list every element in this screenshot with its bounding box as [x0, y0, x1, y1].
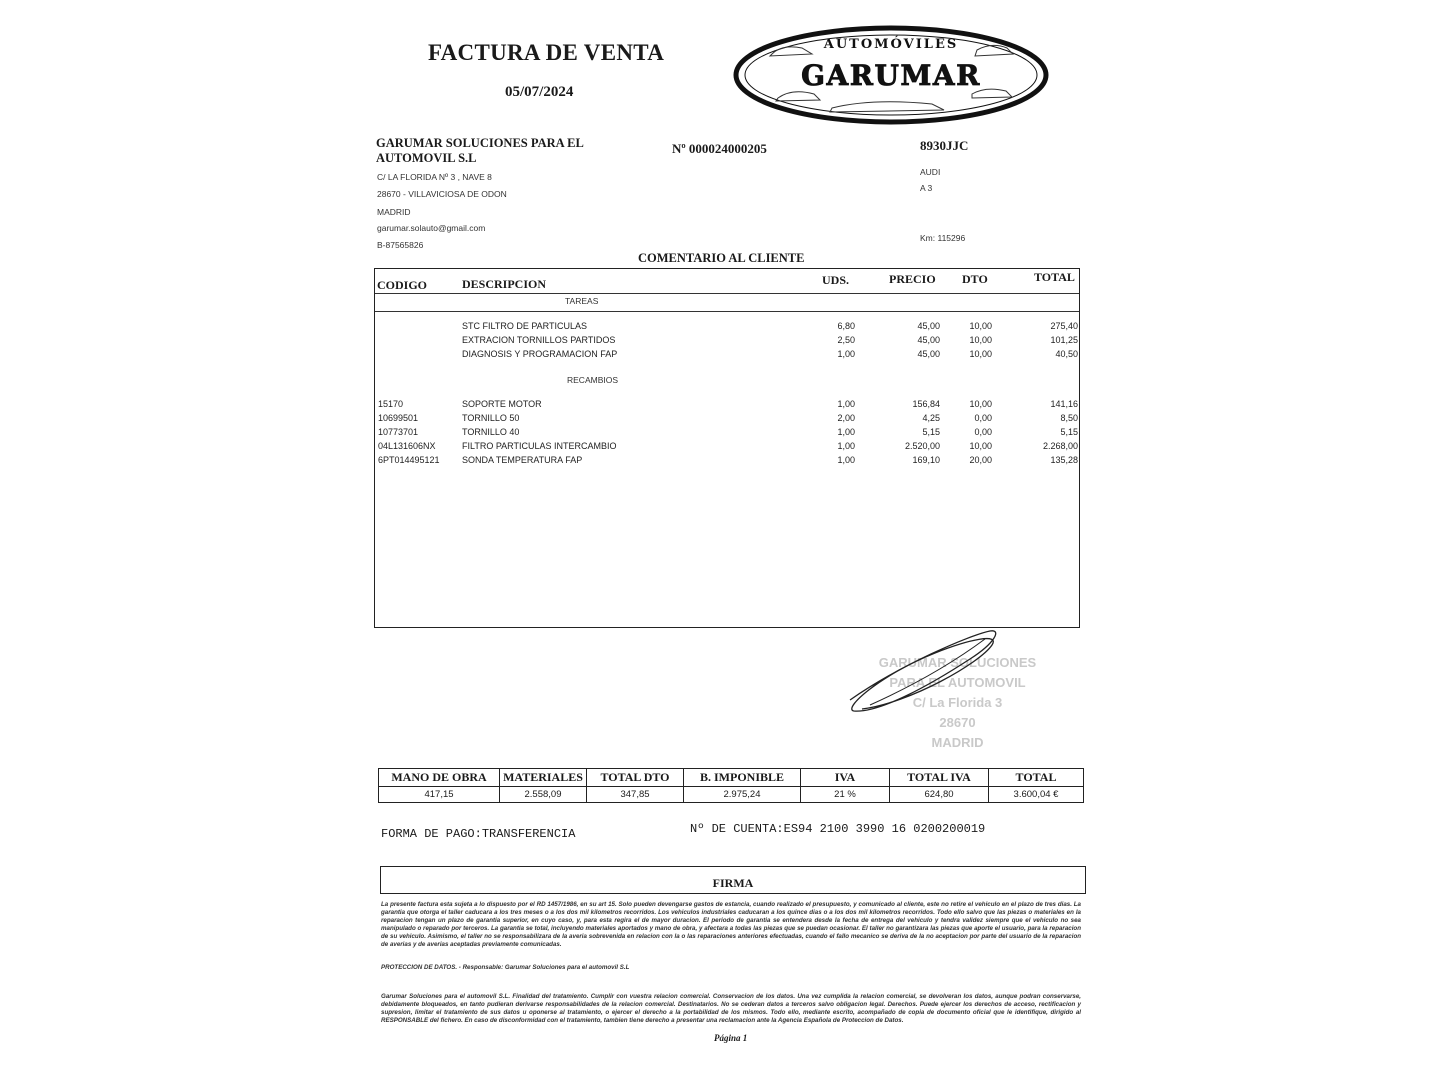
cell-price: 4,25 [922, 413, 940, 423]
signature-label: FIRMA [712, 876, 754, 890]
cell-uds: 1,00 [837, 441, 855, 451]
cell-total: 275,40 [1050, 321, 1078, 331]
totals-value: 3.600,04 € [989, 787, 1084, 803]
cell-dto: 10,00 [969, 399, 992, 409]
stamp-line: C/ La Florida 3 [912, 695, 1003, 710]
table-row [375, 413, 1081, 427]
section-divider [375, 311, 1079, 312]
cell-desc: TORNILLO 40 [462, 427, 520, 437]
cell-desc: TORNILLO 50 [462, 413, 520, 423]
cell-code: 04L131606NX [378, 441, 436, 451]
company-stamp-signature [840, 625, 1050, 755]
invoice-date: 05/07/2024 [505, 84, 574, 100]
cell-code: 10699501 [378, 413, 419, 423]
invoice-number: Nº 000024000205 [672, 141, 767, 156]
cell-total: 5,15 [1060, 427, 1078, 437]
totals-table [378, 768, 1084, 803]
payment-method: FORMA DE PAGO:TRANSFERENCIA [381, 827, 576, 841]
cell-total: 135,28 [1050, 455, 1078, 465]
company-cif: B-87565826 [377, 240, 424, 250]
data-protection-title: PROTECCION DE DATOS. - Responsable: Garumar Soluciones para el automovil S.L [381, 964, 630, 971]
vehicle-plate: 8930JJC [920, 138, 969, 153]
totals-header: MATERIALES [500, 769, 587, 787]
company-logo [732, 24, 1050, 126]
cell-dto: 20,00 [969, 455, 992, 465]
cell-uds: 1,00 [837, 455, 855, 465]
bank-account: Nº DE CUENTA:ES94 2100 3990 16 0200200019 [690, 822, 986, 836]
cell-code: 15170 [378, 399, 404, 409]
table-row [375, 399, 1081, 413]
company-email: garumar.solauto@gmail.com [377, 223, 486, 233]
cell-price: 45,00 [917, 349, 940, 359]
legal-warranty-text: La presente factura esta sujeta a lo dispuesto por el RD 1457/1986, en su art 15. Solo pueden devengarse gastos de estancia, cuando realizado el presupuesto, y comunicado al cliente, este no retire el vehiculo en el plazo de tres dias. La garantia que otorga el taller caducara a los tres meses o a los dos mil kilometros recorridos. Los vehiculos industriales caducaran a los quince dias o a los dos mil kilometros recorridos. Todo ello salvo que las piezas o materiales en la reparacion tengan un plazo de garantia superior, en cuyo caso, y, para esta regira el de mayor duracion. El periodo de garantia se entendera desde la fecha de entrega del vehiculo y tendra validez siempre que el vehiculo no sea manipulado o reparado por terceros. La garantia se total, incluyendo materiales aportados y mano de obra, y afectara a todas las piezas que se puedan ocasionar. El taller no garantizara las piezas que aporte el usuario, para la reparacion de su vehiculo. Asimismo, el taller no se responsabilizara de la averia sobrevenida en relacion con la o las reparaciones anteriores efectuadas, cuando el fallo mecanico se deriva de la no aceptacion por parte del usuario de la reparacion de averias y de averias aceptadas previamente comunicadas. [381, 901, 1081, 948]
cell-desc: SOPORTE MOTOR [462, 399, 542, 409]
cell-total: 2.268,00 [1042, 441, 1078, 451]
col-header-total: TOTAL [1034, 270, 1075, 284]
company-name: GARUMAR SOLUCIONES PARA EL AUTOMOVIL S.L [376, 136, 584, 165]
col-header-uds: UDS. [822, 273, 850, 287]
table-row [375, 441, 1081, 455]
cell-dto: 0,00 [974, 413, 992, 423]
table-row [375, 335, 1081, 349]
table-row [375, 321, 1081, 335]
totals-value: 624,80 [890, 787, 989, 803]
cell-price: 156,84 [912, 399, 940, 409]
vehicle-km: Km: 115296 [920, 233, 966, 243]
stamp-line: GARUMAR SOLUCIONES [878, 655, 1037, 670]
cell-total: 101,25 [1050, 335, 1078, 345]
col-header-price: PRECIO [889, 272, 936, 286]
cell-desc: SONDA TEMPERATURA FAP [462, 455, 583, 465]
vehicle-make: AUDI [920, 167, 941, 177]
header-divider [375, 293, 1079, 294]
table-row [375, 427, 1081, 441]
cell-uds: 1,00 [837, 427, 855, 437]
logo-main-text: GARUMAR [801, 59, 981, 92]
cell-code: 10773701 [378, 427, 419, 437]
totals-header: TOTAL IVA [890, 769, 989, 787]
cell-price: 45,00 [917, 321, 940, 331]
col-header-desc: DESCRIPCION [462, 277, 547, 291]
cell-price: 2.520,00 [904, 441, 940, 451]
stamp-line: PARA EL AUTOMOVIL [889, 675, 1026, 690]
totals-value: 417,15 [379, 787, 500, 803]
section-recambios: RECAMBIOS [567, 375, 619, 385]
comment-title: COMENTARIO AL CLIENTE [638, 251, 805, 265]
cell-price: 45,00 [917, 335, 940, 345]
totals-header: TOTAL DTO [587, 769, 684, 787]
cell-dto: 10,00 [969, 335, 992, 345]
cell-total: 40,50 [1055, 349, 1078, 359]
col-header-code: CODIGO [377, 278, 428, 292]
totals-value: 2.975,24 [684, 787, 801, 803]
cell-code: 6PT014495121 [378, 455, 440, 465]
totals-header: MANO DE OBRA [379, 769, 500, 787]
table-row [375, 349, 1081, 363]
cell-price: 5,15 [922, 427, 940, 437]
logo-top-text: AUTOMÓVILES [823, 37, 959, 52]
col-header-dto: DTO [962, 272, 988, 286]
totals-value: 21 % [801, 787, 890, 803]
cell-desc: FILTRO PARTICULAS INTERCAMBIO [462, 441, 617, 451]
totals-header: IVA [801, 769, 890, 787]
stamp-line: MADRID [931, 735, 984, 750]
page-number: Página 1 [714, 1033, 748, 1043]
cell-dto: 10,00 [969, 349, 992, 359]
cell-uds: 6,80 [837, 321, 855, 331]
cell-uds: 2,00 [837, 413, 855, 423]
data-protection-text: Garumar Soluciones para el automovil S.L. Finalidad del tratamiento. Cumplir con vuestra relacion comercial. Conservacion de los datos. Una vez cumplida la relacion comercial, se devolveran los datos, aunque podran conservarse, debidamente bloqueados, en tanto pudieran derivarse responsabilidades de la relacion comercial. Destinatarios. No se cederan datos a terceros salvo obligacion legal. Derechos. Puede ejercer los derechos de acceso, rectificacion y supresion, limitar el tratamiento de sus datos u oponerse al tratamiento, o ejercer el derecho a la portabilidad de los mismos. Todo ello, mediante escrito, acompañado de copia de documento oficial que le identifique, dirigido al RESPONSABLE del fichero. En caso de disconformidad con el tratamiento, tambien tiene derecho a presentar una reclamacion ante la Agencia Española de Proteccion de Datos. [381, 993, 1081, 1024]
totals-header: B. IMPONIBLE [684, 769, 801, 787]
cell-desc: EXTRACION TORNILLOS PARTIDOS [462, 335, 616, 345]
totals-header: TOTAL [989, 769, 1084, 787]
company-province: MADRID [377, 207, 411, 217]
stamp-line: 28670 [939, 715, 976, 730]
table-row [375, 455, 1081, 469]
company-city: 28670 - VILLAVICIOSA DE ODON [377, 189, 507, 199]
cell-desc: STC FILTRO DE PARTICULAS [462, 321, 588, 331]
cell-price: 169,10 [912, 455, 940, 465]
cell-desc: DIAGNOSIS Y PROGRAMACION FAP [462, 349, 618, 359]
signature-scribble [840, 625, 1050, 755]
cell-uds: 1,00 [837, 399, 855, 409]
cell-dto: 0,00 [974, 427, 992, 437]
document-title: FACTURA DE VENTA [428, 40, 665, 65]
cell-uds: 2,50 [837, 335, 855, 345]
company-address: C/ LA FLORIDA Nº 3 , NAVE 8 [377, 172, 492, 182]
signature-box [380, 866, 1086, 894]
cell-uds: 1,00 [837, 349, 855, 359]
totals-value: 347,85 [587, 787, 684, 803]
cell-dto: 10,00 [969, 441, 992, 451]
section-tareas: TAREAS [565, 296, 599, 306]
vehicle-model: A 3 [920, 183, 933, 193]
totals-value: 2.558,09 [500, 787, 587, 803]
cell-total: 8,50 [1060, 413, 1078, 423]
invoice-lines-table [374, 268, 1080, 628]
cell-dto: 10,00 [969, 321, 992, 331]
cell-total: 141,16 [1050, 399, 1078, 409]
